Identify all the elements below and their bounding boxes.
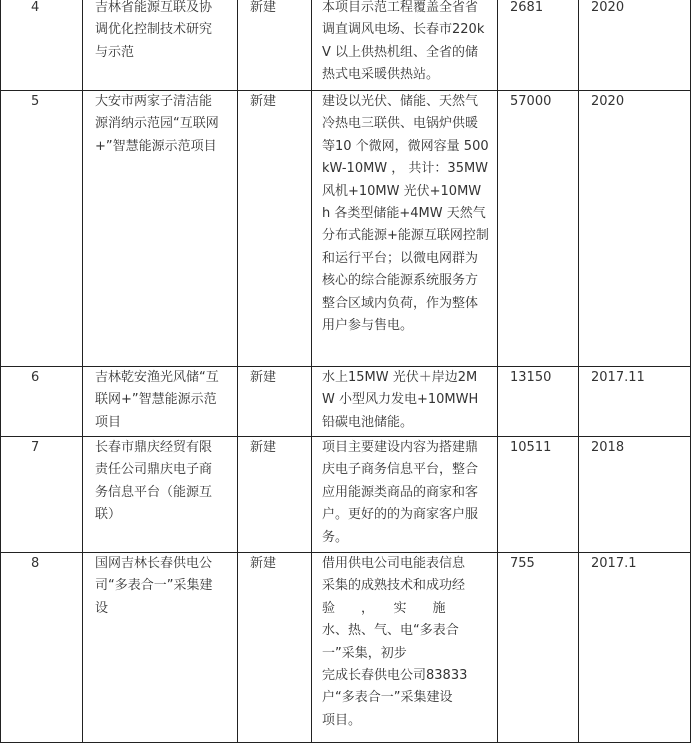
table-row — [1, 553, 691, 743]
table-row — [1, 91, 691, 367]
description-line: 验 ， 实 施 — [322, 600, 446, 616]
description-line: 一”采集，初步 — [322, 645, 407, 661]
row-index: 7 — [1, 437, 83, 553]
table-row — [1, 0, 691, 91]
completion-year: 2020 — [579, 0, 691, 91]
project-description: 项目主要建设内容为搭建鼎庆电子商务信息平台，整合应用能源类商品的商家和客户。更好的的为商家客户服务。 — [312, 437, 498, 553]
row-index: 6 — [1, 367, 83, 437]
construction-type: 新建 — [238, 553, 312, 743]
construction-type: 新建 — [238, 91, 312, 367]
description-line: 户“多表合一”采集建设 — [322, 690, 453, 706]
investment-amount: 755 — [498, 553, 579, 743]
project-name: 吉林省能源互联及协调优化控制技术研究与示范 — [83, 0, 238, 91]
project-description — [312, 553, 498, 743]
row-index: 4 — [1, 0, 83, 91]
project-name: 长春市鼎庆经贸有限责任公司鼎庆电子商务信息平台（能源互联） — [83, 437, 238, 553]
description-line: 项目。 — [322, 712, 362, 728]
project-name: 大安市两家子清洁能源消纳示范园“互联网+”智慧能源示范项目 — [83, 91, 238, 367]
project-name: 吉林乾安渔光风储“互联网+”智慧能源示范项目 — [83, 367, 238, 437]
description-line: 完成长春供电公司83833 — [322, 668, 468, 684]
project-description: 本项目示范工程覆盖全省省调直调风电场、长春市220kV 以上供热机组、全省的储热式电采暖供热站。 — [312, 0, 498, 91]
completion-year: 2017.11 — [579, 367, 691, 437]
row-index: 5 — [1, 91, 83, 367]
description-line: 水、热、气、电“多表合 — [322, 623, 459, 639]
construction-type: 新建 — [238, 367, 312, 437]
description-line: 借用供电公司电能表信息 — [322, 556, 466, 571]
construction-type: 新建 — [238, 0, 312, 91]
project-name: 国网吉林长春供电公司“多表合一”采集建设 — [83, 553, 238, 743]
table-row — [1, 367, 691, 437]
completion-year: 2017.1 — [579, 553, 691, 743]
project-description: 水上15MW 光伏＋岸边2MW 小型风力发电+10MWH 铅碳电池储能。 — [312, 367, 498, 437]
table-row — [1, 437, 691, 553]
construction-type: 新建 — [238, 437, 312, 553]
project-description: 建设以光伏、储能、天然气冷热电三联供、电锅炉供暖等10 个微网，微网容量 500kW-10MW ， 共计：35MW 风机+10MW 光伏+10MWh 各类型储能+4MW 天然气分布式能源+能源互联网控制和运行平台；以微电网群为核心的综合能源系统服务方整合区域内负荷，作为整体用户参与售电。 — [312, 91, 498, 367]
row-index: 8 — [1, 553, 83, 743]
investment-amount: 57000 — [498, 91, 579, 367]
completion-year: 2018 — [579, 437, 691, 553]
investment-amount: 10511 — [498, 437, 579, 553]
investment-amount: 13150 — [498, 367, 579, 437]
description-line: 采集的成熟技术和成功经 — [322, 578, 466, 594]
investment-amount: 2681 — [498, 0, 579, 91]
completion-year: 2020 — [579, 91, 691, 367]
